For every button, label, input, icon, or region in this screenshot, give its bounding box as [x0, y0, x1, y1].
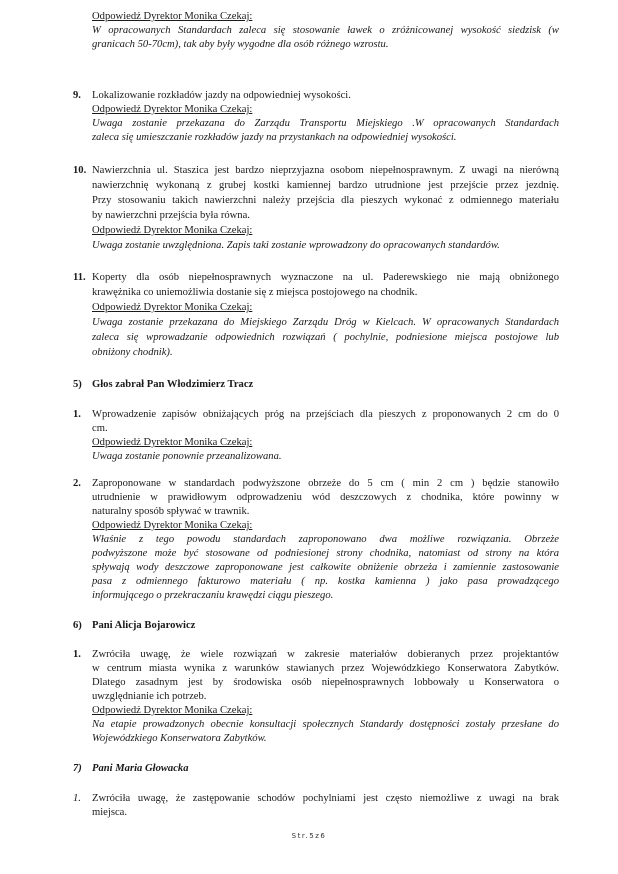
response-label: Odpowiedź Dyrektor Monika Czekaj: — [92, 302, 253, 313]
response-text: informującego o przekraczaniu krawędzi ciągu pieszego. — [92, 590, 334, 601]
response-text: zaleca się wprowadzanie odpowiednich rozwiązań ( pochylnie, podniesione miejsca postojowe lub — [92, 332, 559, 343]
item-text: Zaproponowane w standardach podwyższone obrzeże do 5 cm ( min 2 cm ) będzie stanowiło — [92, 478, 559, 489]
section-title: Głos zabrał Pan Włodzimierz Tracz — [92, 379, 254, 390]
item-text: uwzględnianie ich potrzeb. — [92, 691, 207, 702]
response-label: Odpowiedź Dyrektor Monika Czekaj: — [92, 225, 253, 236]
section-number: 7) — [73, 763, 82, 774]
item-text: Zwróciła uwagę, że wiele rozwiązań w zakresie materiałów dobieranych przez projektantów — [92, 649, 559, 660]
response-text: obniżony chodnik). — [92, 347, 173, 358]
item-text: utrudnienie w prawidłowym odprowadzeniu wód deszczowych z chodnika, które powinny w — [92, 492, 559, 503]
item-text: by nawierzchni przejścia była równa. — [92, 210, 250, 221]
item-number: 10. — [73, 165, 87, 176]
item-text: w centrum miasta wynika z warunków stawianych przez Wojewódzkiego Konserwatora Zabytków. — [92, 663, 559, 674]
response-text: Uwaga zostanie ponownie przeanalizowana. — [92, 451, 282, 462]
item-number: 11. — [73, 272, 86, 283]
item-text: Przy stosowaniu takich nawierzchni należy przejścia dla pieszych wykonać z odmiennego materiału — [92, 195, 559, 206]
section-heading — [73, 762, 189, 775]
item-text: miejsca. — [92, 807, 128, 818]
response-label: Odpowiedź Dyrektor Monika Czekaj: — [92, 104, 253, 115]
response-text: spływają wody deszczowe zaproponowane jest całkowite obniżenie obrzeża i zamiennie zastosowanie — [92, 562, 559, 573]
section-title: Pani Maria Głowacka — [92, 763, 189, 774]
section-title: Pani Alicja Bojarowicz — [92, 620, 196, 631]
response-text: zaleca się umieszczanie rozkładów jazdy na przystankach na odpowiedniej wysokości. — [92, 132, 457, 143]
item-text: Wprowadzenie zapisów obniżających próg na przejściach dla pieszych z proponowanych 2 cm do 0 — [92, 409, 559, 420]
response-text: pasa z odmiennego fakturowo materiału ( np. kostka kamienna ) jako pasa prowadzącego — [92, 576, 559, 587]
item-text: Zwróciła uwagę, że zastępowanie schodów pochylniami jest często niemożliwe z uwagi na brak — [92, 793, 559, 804]
section-number: 5) — [73, 379, 82, 390]
section-heading — [73, 378, 253, 391]
response-text: Uwaga zostanie przekazana do Miejskiego Zarządu Dróg w Kielcach. W opracowanych Standardach — [92, 317, 559, 328]
response-text: Uwaga zostanie przekazana do Zarządu Transportu Miejskiego .W opracowanych Standardach — [92, 118, 559, 129]
response-label: Odpowiedź Dyrektor Monika Czekaj: — [92, 437, 253, 448]
response-text: W opracowanych Standardach zaleca się stosowanie ławek o zróżnicowanej wysokość siedzisk (w — [92, 25, 559, 36]
response-label: Odpowiedź Dyrektor Monika Czekaj: — [92, 11, 253, 22]
item-text: krawężnika co uniemożliwia dostanie się z miejsca postojowego na chodnik. — [92, 287, 418, 298]
response-text: Właśnie z tego powodu standardach zaproponowano dwa możliwe rozwiązania. Obrzeże — [92, 534, 559, 545]
response-text: Na etapie prowadzonych obecnie konsultacji społecznych Standardy dostępności zostały przesłane do — [92, 719, 559, 730]
item-number: 1. — [73, 649, 81, 660]
item-number: 1. — [73, 793, 81, 804]
item-number: 1. — [73, 409, 81, 420]
item-text: Koperty dla osób niepełnosprawnych wyznaczone na ul. Paderewskiego nie mają obniżonego — [92, 272, 559, 283]
item-text: Lokalizowanie rozkładów jazdy na odpowiedniej wysokości. — [92, 90, 351, 101]
section-number: 6) — [73, 620, 82, 631]
item-text: Nawierzchnia ul. Staszica jest bardzo nieprzyjazna osobom niepełnosprawnym. Z uwagi na nierówną — [92, 165, 559, 176]
section-heading — [73, 619, 195, 632]
response-label: Odpowiedź Dyrektor Monika Czekaj: — [92, 705, 253, 716]
item-number: 2. — [73, 478, 81, 489]
page-number: Str.5z6 — [291, 832, 327, 840]
item-text: nawierzchnię wykonaną z grubej kostki kamiennej bardzo utrudnione jest przejście przez jezdnię. — [92, 180, 559, 191]
item-text: cm. — [92, 423, 108, 434]
response-label: Odpowiedź Dyrektor Monika Czekaj: — [92, 520, 253, 531]
response-text: granicach 50-70cm), tak aby były wygodne dla osób różnego wzrostu. — [92, 39, 389, 50]
response-text: Uwaga zostanie uwzględniona. Zapis taki zostanie wprowadzony do opracowanych standardów. — [92, 240, 500, 251]
response-text: Wojewódzkiego Konserwatora Zabytków. — [92, 733, 267, 744]
item-text: Dlatego zasadnym jest by środowiska osób niepełnosprawnych lobbowały u Konserwatora o — [92, 677, 559, 688]
item-text: naturalny sposób spływać w trawnik. — [92, 506, 250, 517]
item-number: 9. — [73, 90, 81, 101]
response-text: podwyższone może być stosowane od podniesionej strony chodnika, natomiast od strony na która — [92, 548, 559, 559]
